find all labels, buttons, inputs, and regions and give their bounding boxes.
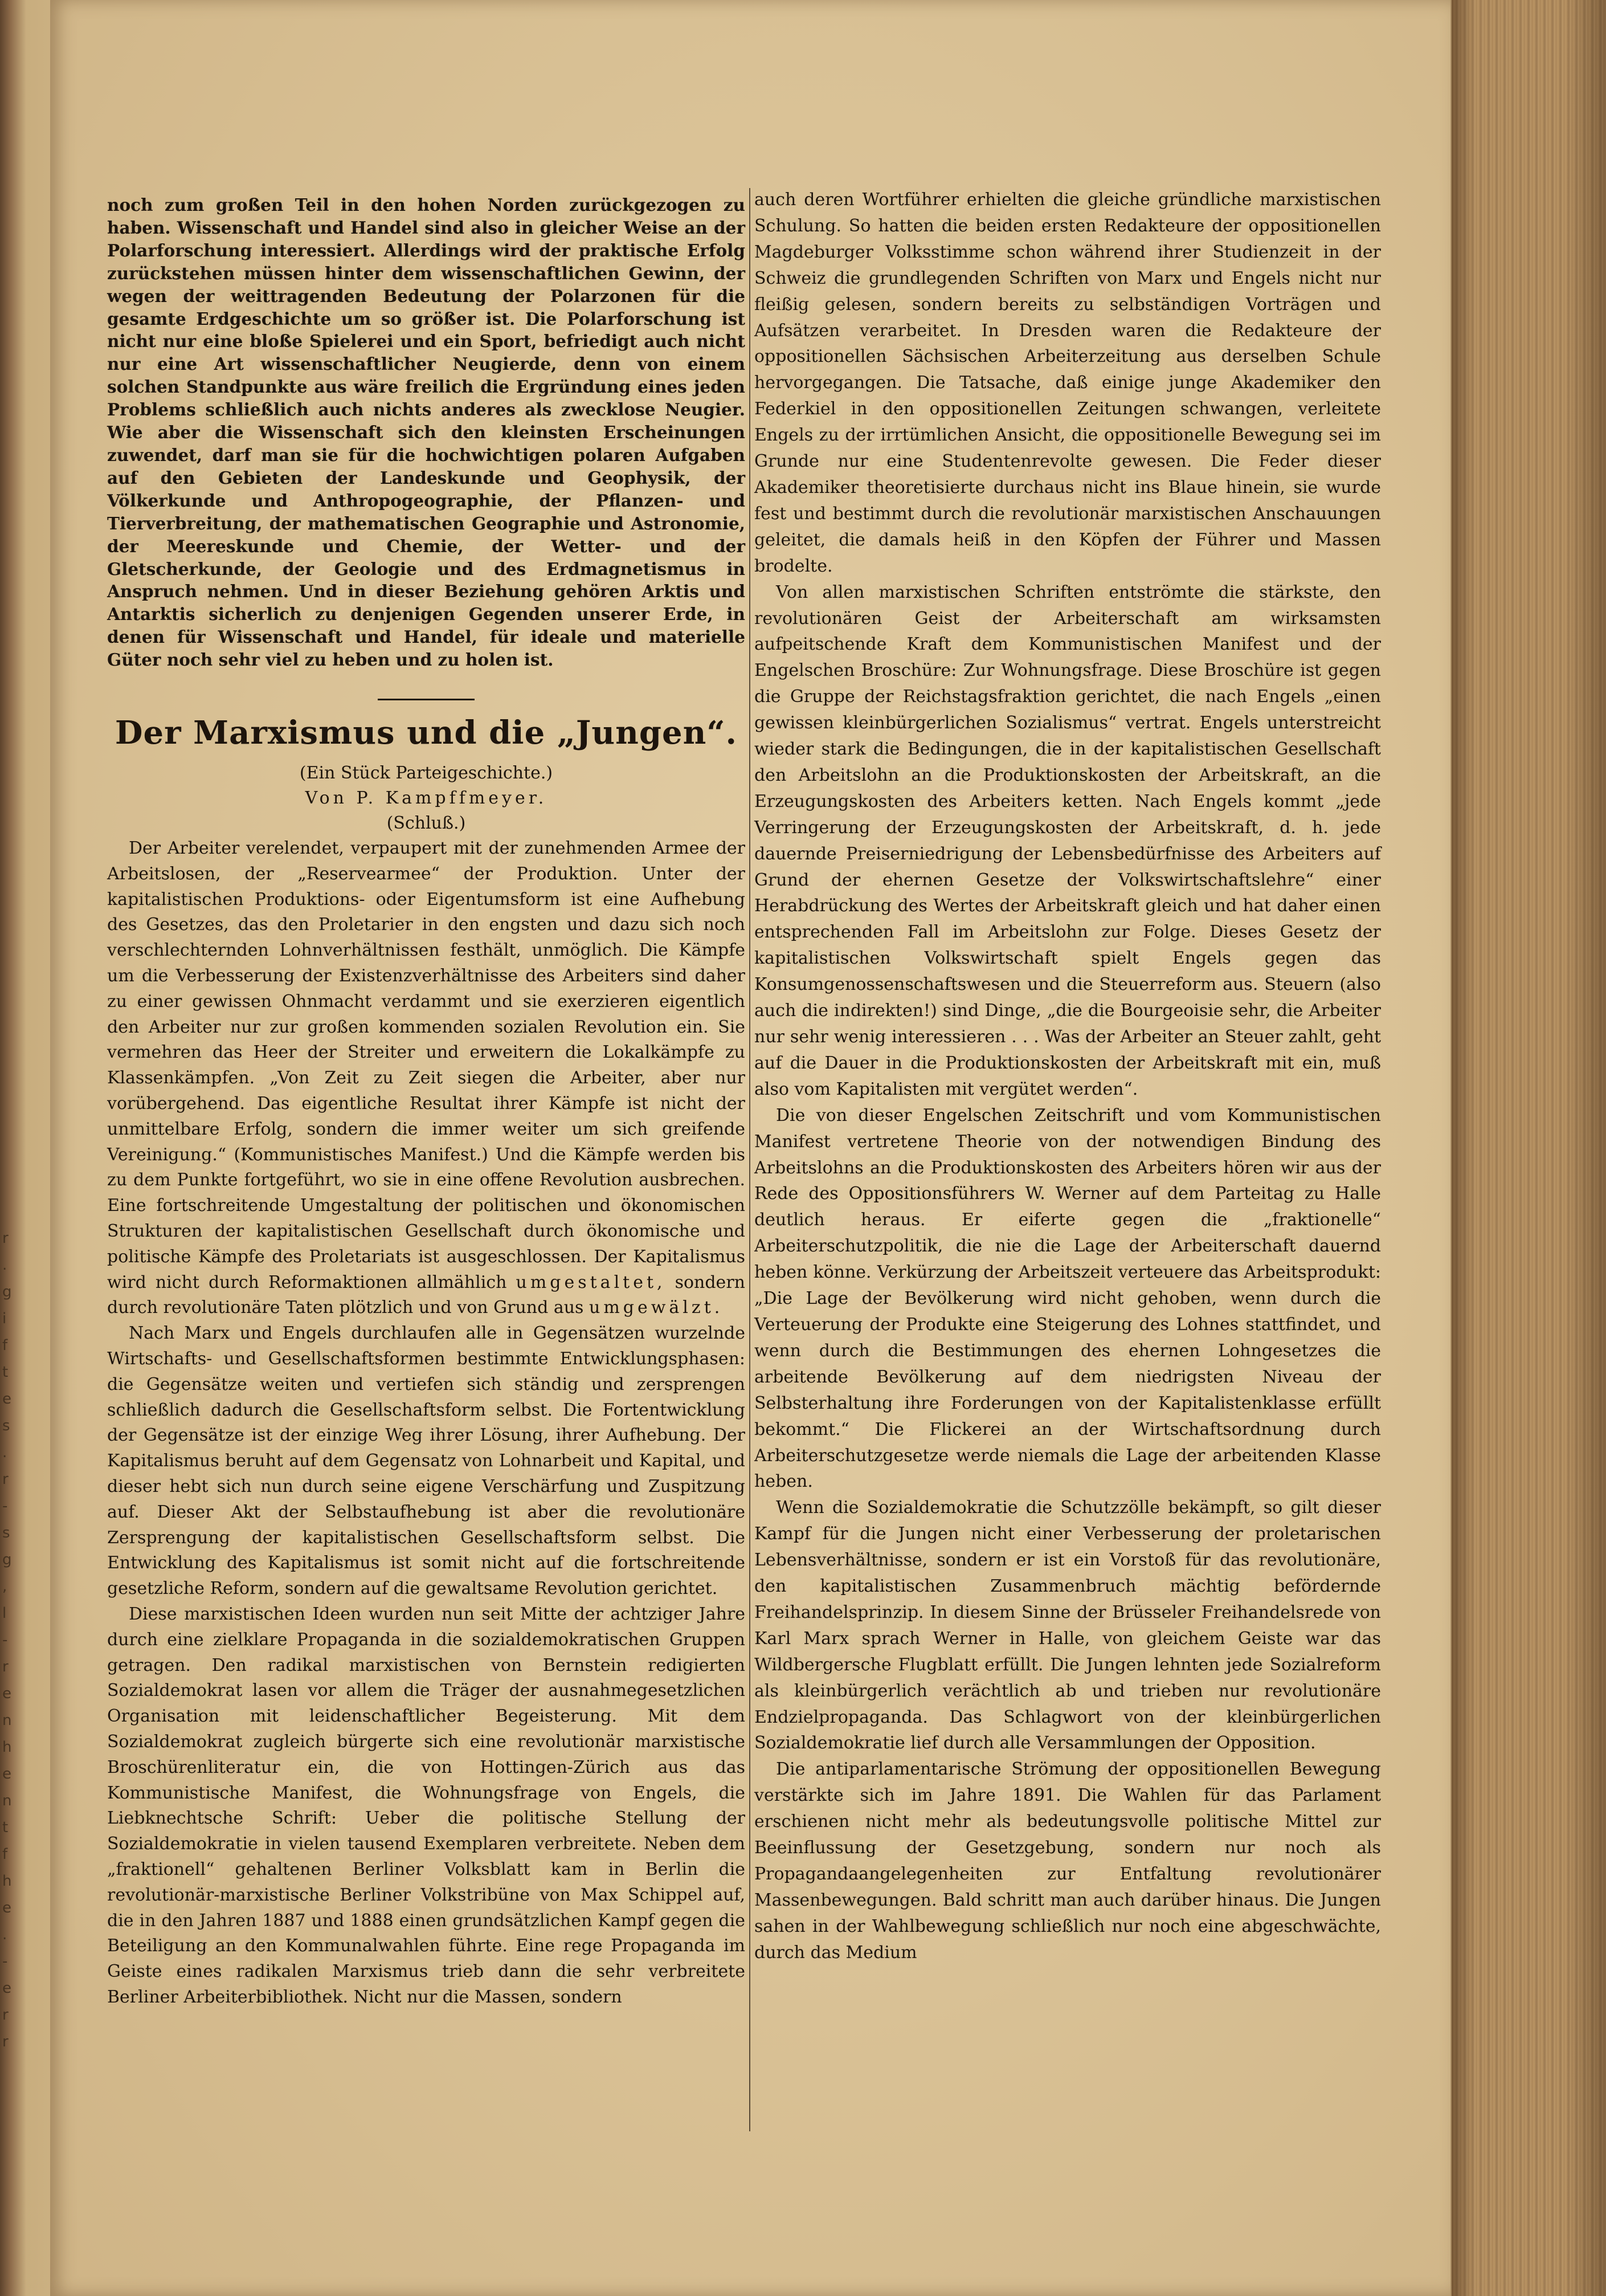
facing-page-margin-fragments: r . g i f t e s . r - s g , l - r e n h e n t f h e . - e r r bbox=[2, 1230, 12, 2050]
newspaper-page bbox=[50, 0, 1450, 2296]
book-page-edges bbox=[1452, 0, 1606, 2296]
intro-paragraph: noch zum großen Teil in den hohen Norden zurückgezogen zu haben. Wissenschaft und Handel sind also in gleicher Weise an der Polarforschung interessiert. Allerdings wird der praktische Erfolg zurückstehen müssen hinter dem wissenschaftlichen Gewinn, der wegen der weittragenden Bedeutung der Polarzonen für die gesamte Erdgeschichte um so größer ist. Die Polarforschung ist nicht nur eine bloße Spielerei und ein Sport, befriedigt auch nicht nur eine Art wissenschaftlicher Neugierde, denn von einem solchen Standpunkte aus wäre freilich die Ergründung eines jeden Problems schließlich auch nichts anderes als zwecklose Neugier. Wie aber die Wissenschaft sich den kleinsten Erscheinungen zuwendet, darf man sie für die hochwichtigen polaren Aufgaben auf den Gebieten der Landeskunde und Geophysik, der Völkerkunde und Anthropogeographie, der Pflanzen- und Tierverbreitung, der mathematischen Geographie und Astronomie, der Meereskunde und Chemie, der Wetter- und der Gletscherkunde, der Geologie und des Erdmagnetismus in Anspruch nehmen. Und in dieser Beziehung gehören Arktis und Antarktis sicherlich zu denjenigen Gegenden unserer Erde, in denen für Wissenschaft und Handel, für ideale und materielle Güter noch sehr viel zu heben und zu holen ist. bbox=[107, 195, 745, 670]
emphasis-text: umgewälzt. bbox=[589, 1298, 724, 1318]
author-prefix: Von P. bbox=[305, 788, 377, 809]
body-paragraph: Wenn die Sozialdemokratie die Schutzzölle bekämpft, so gilt dieser Kampf für die Jungen nicht einer Verbesserung der proletarischen Lebensverhältnisse, sondern er ist ein Vorstoß für das revolutionäre, den kapitalistischen Zusammenbruch mächtig befördernde Freihandelsprinzip. In diesem Sinne der Brüsseler Freihandelsrede von Karl Marx sprach Werner in Halle, von gleichem Geiste war das Wildbergersche Flugblatt erfüllt. Die Jungen lehnten jede Sozialreform als kleinbürgerlich verächtlich ab und trieben nur revolutionäre Endzielpropaganda. Das Schlagwort von der kleinbürgerlichen Sozialdemokratie lief durch alle Versammlungen der Opposition. bbox=[754, 1498, 1381, 1753]
body-paragraph: Nach Marx und Engels durchlaufen alle in Gegensätzen wurzelnde Wirtschafts- und Gesellschaftsformen bestimmte Entwicklungsphasen: die Gegensätze weiten und vertiefen sich ständig und zersprengen schließlich dadurch die Gesellschaftsform selbst. Die Fortentwicklung der Gegensätze ist der einzige Weg ihrer Lösung, ihrer Aufhebung. Der Kapitalismus beruht auf dem Gegensatz von Lohnarbeit und Kapital, und dieser hebt sich nun durch seine eigene Verschärfung und Zuspitzung auf. Dieser Akt der Selbstaufhebung ist aber die revolutionäre Zersprengung der kapitalistischen Gesellschaftsform selbst. Die Entwicklung des Kapitalismus ist somit nicht auf die fortschreitende gesetzliche Reform, sondern auf die gewaltsame Revolution gerichtet. bbox=[107, 1323, 745, 1599]
body-paragraph: auch deren Wortführer erhielten die gleiche gründliche marxistischen Schulung. So hatten die beiden ersten Redakteure der oppositionellen Magdeburger Volksstimme schon während ihrer Studienzeit in der Schweiz die grundlegenden Schriften von Marx und Engels nicht nur fleißig gelesen, sondern bereits zu selbständigen Vorträgen und Aufsätzen verarbeitet. In Dresden waren die Redakteure der oppositionellen Sächsischen Arbeiterzeitung aus derselben Schule hervorgegangen. Die Tatsache, daß einige junge Akademiker den Federkiel in den oppositionellen Zeitungen schwangen, verleitete Engels zu der irrtümlichen Ansicht, die oppositionelle Bewegung sei im Grunde nur eine Studentenrevolte gewesen. Die Feder dieser Akademiker theoretisierte durchaus nicht ins Blaue hinein, sie wurde fest und bestimmt durch die revolutionär marxistischen Anschauungen geleitet, die damals heiß in den Köpfen der Führer und Massen brodelte. bbox=[754, 190, 1381, 576]
body-paragraph: Die antiparlamentarische Strömung der oppositionellen Bewegung verstärkte sich im Jahre 1891. Die Wahlen für das Parlament erschienen nicht mehr als bedeutungsvolle politische Mittel zur Beeinflussung der Gesetzgebung, sondern nur noch als Propagandaangelegenheiten zur Entfaltung revolutionärer Massenbewegungen. Bald schritt man auch darüber hinaus. Die Jungen sahen in der Wahlbewegung schließlich nur noch eine abgeschwächte, durch das Medium bbox=[754, 1759, 1381, 1963]
right-column bbox=[754, 187, 1381, 1966]
article-title: Der Marxismus und die „Jungen“. bbox=[115, 714, 738, 752]
title-rule bbox=[378, 699, 475, 700]
emphasis-text: umgestaltet, bbox=[516, 1272, 666, 1292]
paragraph-text: Der Arbeiter verelendet, verpaupert mit der zunehmenden Armee der Arbeitslosen, der „Reservearmee“ der Produktion. Unter der kapitalistischen Produktions- oder Eigentumsform ist eine Aufhebung des Gesetzes, das den Proletarier in den engsten und dazu sich noch verschlechternden Lohnverhältnissen festhält, unmöglich. Die Kämpfe um die Verbesserung der Existenzverhältnisse des Arbeiters sind daher zu einer gewissen Ohnmacht verdammt und sie exerzieren eigentlich den Arbeiter nur zur großen kommenden sozialen Revolution ein. Sie vermehren das Heer der Streiter und erweitern die Lokalkämpfe zu Klassenkämpfen. „Von Zeit zu Zeit siegen die Arbeiter, aber nur vorübergehend. Das eigentliche Resultat ihrer Kämpfe ist nicht der unmittelbare Erfolg, sondern die immer weiter um sich greifende Vereinigung.“ (Kommunistisches Manifest.) Und die Kämpfe werden bis zu dem Punkte fortgeführt, wo sie in eine offene Revolution ausbrechen. Eine fortschreitende Umgestaltung der politischen und ökonomischen Strukturen der kapitalistischen Gesellschaft durch ökonomische und politische Kämpfe des Proletariats ist ausgeschlossen. Der Kapitalismus wird nicht durch Reformaktionen allmählich bbox=[107, 838, 745, 1292]
paragraph-text: sondern durch revolutionäre Taten plötzlich und von Grund aus bbox=[107, 1272, 745, 1318]
body-paragraph bbox=[107, 836, 745, 1321]
article-author bbox=[107, 786, 745, 811]
article-subtitle: (Ein Stück Parteigeschichte.) bbox=[299, 763, 553, 784]
body-paragraph: Von allen marxistischen Schriften entströmte die stärkste, den revolutionären Geist der Arbeiterschaft am wirksamsten aufpeitschende Kraft dem Kommunistischen Manifest und der Engelschen Broschüre: Zur Wohnungsfrage. Diese Broschüre ist gegen die Gruppe der Reichstagsfraktion gerichtet, die nach Engels „einen gewissen kleinbürgerlichen Sozialismus“ vertrat. Engels unterstreicht wieder stark die Bedingungen, die in der kapitalistischen Gesellschaft den Arbeitslohn an die Produktionskosten der Arbeitskraft, an die Erzeugungskosten des Arbeiters ketten. Nach Engels kommt „jede Verringerung der Erzeugungskosten der Arbeitskraft, d. h. jede dauernde Preiserniedrigung der Lebensbedürfnisse des Arbeiters auf Grund der ehernen Gesetze der Volkswirtschaftslehre“ einer Herabdrückung des Wertes der Arbeitskraft gleich und hat daher einen entsprechenden Fall im Arbeitslohn zur Folge. Dieses Gesetz der kapitalistischen Volkswirtschaft spielt Engels gegen das Konsumgenossenschaftswesen und die Steuerreform aus. Steuern (also auch die indirekten!) sind Dinge, „die die Bourgeoisie sehr, die Arbeiter nur sehr wenig interessieren . . . Was der Arbeiter an Steuer zahlt, geht auf die Dauer in die Produktionskosten der Arbeitskraft mit ein, muß also vom Kapitalisten mit vergütet werden“. bbox=[754, 582, 1381, 1099]
author-name: Kampffmeyer. bbox=[385, 788, 547, 809]
article-continuation-note: (Schluß.) bbox=[386, 813, 466, 834]
body-paragraph: Diese marxistischen Ideen wurden nun seit Mitte der achtziger Jahre durch eine zielklare Propaganda in die sozialdemokratischen Gruppen getragen. Den radikal marxistischen von Bernstein redigierten Sozialdemokrat lasen vor allem die Träger der ausnahmegesetzlichen Organisation mit leidenschaftlicher Begeisterung. Mit dem Sozialdemokrat zugleich bürgerte sich eine revolutionär marxistische Broschürenliteratur ein, die von Hottingen-Zürich aus das Kommunistische Manifest, die Wohnungsfrage von Engels, die Liebknechtsche Schrift: Ueber die politische Stellung der Sozialdemokratie in vielen tausend Exemplaren verbreitete. Neben dem „fraktionell“ gehaltenen Berliner Volksblatt kam in Berlin die revolutionär-marxistische Berliner Volkstribüne von Max Schippel auf, die in den Jahren 1887 und 1888 einen grundsätzlichen Kampf gegen die Beteiligung an den Kommunalwahlen führte. Eine rege Propaganda im Geiste eines radikalen Marxismus trieb dann die sehr verbreitete Berliner Arbeiterbibliothek. Nicht nur die Massen, sondern bbox=[107, 1604, 745, 2007]
column-divider bbox=[749, 188, 750, 2131]
body-paragraph: Die von dieser Engelschen Zeitschrift und vom Kommunistischen Manifest vertretene Theorie von der notwendigen Bindung des Arbeitslohns an die Produktionskosten des Arbeiters hören wir aus der Rede des Oppositionsführers W. Werner auf dem Parteitag zu Halle deutlich heraus. Er eiferte gegen die „fraktionelle“ Arbeiterschutzpolitik, die nie die Lage der Arbeiterschaft dauernd heben könne. Verkürzung der Arbeitszeit verteuere das Arbeitsprodukt: „Die Lage der Bevölkerung wird nicht gehoben, wenn durch die Verteuerung der Produkte eine Steigerung des Lohnes stattfindet, und wenn durch die Bestimmungen des ehernen Lohngesetzes die arbeitende Bevölkerung auf dem niedrigsten Niveau der Selbsterhaltung ihre Forderungen von der Kapitalistenklasse erfüllt bekommt.“ Die Flickerei an der Wirtschaftsordnung durch Arbeiterschutzgesetze werde niemals die Lage der arbeitenden Klasse heben. bbox=[754, 1105, 1381, 1492]
left-column bbox=[107, 194, 745, 2010]
